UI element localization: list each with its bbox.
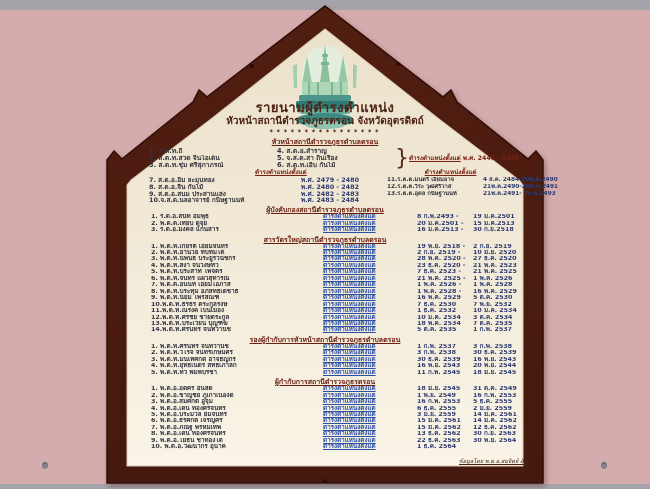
tenure-end-date: 18 มิ.ย. 2545 bbox=[473, 369, 517, 376]
officer-name: 14.พ.ต.ท.ศิรินทร์ จันทวานิช bbox=[151, 327, 231, 334]
tenure-end-date: 1 พ.ค. 2528 bbox=[473, 282, 513, 289]
tenure-end-date: 14 มี.ค. 2562 bbox=[473, 418, 517, 425]
roster-section bbox=[127, 206, 523, 233]
roster-row bbox=[149, 177, 387, 184]
tenure-end-date: 21 พ.ค. 2523 bbox=[473, 262, 517, 269]
roster-section bbox=[127, 236, 523, 334]
officer-name: 3. ร.ต.อ.มงคล แก่นสาร bbox=[151, 227, 219, 234]
tenure-dates: พ.ศ. 2479 - 2480 bbox=[301, 177, 360, 184]
tenure-phrase: ดำรงตำแหน่งตั้งแต่ bbox=[323, 314, 376, 321]
officer-name: 4. พ.ต.อ.เด่น ทองศรีจันทร์ bbox=[151, 405, 226, 412]
officer-name: 2. ส.ต.ท.สวด จีนโอเต็น bbox=[149, 155, 220, 162]
tenure-phrase: ดำรงตำแหน่งตั้งแต่ bbox=[323, 227, 376, 234]
roster-row bbox=[387, 177, 558, 184]
roster-row bbox=[127, 370, 523, 376]
tenure-phrase: ดำรงตำแหน่งตั้งแต่ bbox=[323, 386, 376, 393]
tenure-phrase: ดำรงตำแหน่งตั้งแต่ bbox=[323, 275, 376, 282]
tenure-start-date: 20 ม.ค.2501 - bbox=[417, 220, 464, 227]
tenure-start-date: 21 พ.ค. 2525 - bbox=[417, 275, 466, 282]
officer-name: 3. พ.ต.อ.สมศักดิ์ อู่จุ้ม bbox=[151, 399, 213, 406]
tenure-phrase: ดำรงตำแหน่งตั้งแต่ bbox=[323, 327, 376, 334]
roster-section bbox=[127, 336, 523, 376]
tenure-end-date: 16 พ.ย. 2543 bbox=[473, 356, 517, 363]
plaque-title: รายนามผู้ดำรงตำแหน่ง bbox=[255, 101, 395, 116]
tenure-phrase: ดำรงตำแหน่งตั้งแต่ bbox=[323, 392, 376, 399]
officer-name: 9. พ.ต.ท.นิยม ไพรสัณฑ์ bbox=[151, 295, 220, 302]
tenure-start-date: 7 ธ.ค. 2530 bbox=[417, 301, 457, 308]
tenure-start-date: 10 ม.ค. 2534 bbox=[417, 314, 461, 321]
tenure-start-date: 1 ก.พ. 2537 bbox=[417, 343, 457, 350]
officer-name: 2. พ.ต.อ.ชาญชัย ภูเก้าเนื่องดี bbox=[151, 392, 234, 399]
tenure-end-date: 1 พ.ค. 2526 bbox=[473, 275, 513, 282]
tenure-dates: 21พ.ค.2490-20พ.ค.2491 bbox=[483, 183, 559, 190]
tenure-start-date: 1 พ.ค. 2526 - bbox=[417, 282, 462, 289]
tenure-end-date: 31 ต.ค. 2549 bbox=[473, 386, 517, 393]
officer-name: 6. พ.ต.ท.จันทร์ แผ่วสุทารณ์ bbox=[151, 275, 230, 282]
officer-name: 3. ส.ต.ท.ชุ่ม ศรีสุภาภรณ์ bbox=[149, 162, 224, 169]
frame-screw-left-slope bbox=[250, 64, 254, 68]
frame-screw-bottom bbox=[323, 479, 327, 483]
tenure-phrase: ดำรงตำแหน่งตั้งแต่ bbox=[323, 350, 376, 357]
officer-name: 10. พ.ต.อ.วัฒนากร อุ่นาค bbox=[151, 444, 226, 451]
tenure-end-date: 10 ม.ค. 2534 bbox=[473, 308, 517, 315]
tenure-phrase: ดำรงตำแหน่งตั้งแต่ bbox=[323, 369, 376, 376]
tenure-dates: พ.ศ. 2482 - 2483 bbox=[301, 190, 360, 198]
tenure-end-date: 14 มี.ค. 2561 bbox=[473, 411, 517, 418]
tenure-end-date: 7 ต.ค. 2535 bbox=[473, 320, 513, 327]
section-village-chiefs bbox=[127, 138, 559, 205]
section-heading: สารวัตรใหญ่สถานีตำรวจภูธรตำบลตรอน bbox=[263, 235, 387, 244]
frame-screw-right-slope bbox=[396, 62, 400, 66]
tenure-phrase: ดำรงตำแหน่งตั้งแต่ bbox=[323, 220, 376, 227]
tenure-end-date: 15 ม.ค.2513 bbox=[473, 220, 515, 227]
credit-line: ข้อมูลโดย พ.ต.อ.สมจิตย์ อ้อย bbox=[458, 459, 530, 465]
tenure-start-date: 6 ธ.ค. 2555 bbox=[417, 405, 457, 412]
section-heading: ผู้กำกับการสถานีตำรวจภูธรตรอน bbox=[274, 378, 376, 387]
section-heading: รองผู้กำกับการหัวหน้าสถานีตำรวจภูธรตำบลตรอน bbox=[249, 335, 401, 344]
officer-name: 8. พ.ต.อ.เด่น ทองศรีจันทร์ bbox=[151, 431, 226, 438]
group-tenure bbox=[409, 148, 523, 169]
tenure-dates: พ.ศ. 2480 - 2482 bbox=[301, 183, 360, 191]
tenure-phrase: ดำรงตำแหน่งตั้งแต่ bbox=[323, 405, 376, 412]
officer-name: 9. พ.ต.อ.โยธิน ชาทองโต bbox=[151, 437, 223, 444]
tenure-start-date: 23 ธ.ค. 2520 - bbox=[417, 262, 466, 269]
tenure-phrase: ดำรงตำแหน่งตั้งแต่ bbox=[323, 288, 376, 295]
tenure-phrase: ดำรงตำแหน่งตั้งแต่ bbox=[323, 320, 376, 327]
tenure-end-date: 30 ธ.ค. 2539 bbox=[473, 350, 517, 357]
officer-name: 2. พ.ต.ท.วิโรจ จันทร์เกษมศรี bbox=[151, 350, 233, 357]
tenure-start-date: 15 มี.ค. 2561 bbox=[417, 418, 461, 425]
officer-name: 4. พ.ต.ท.สง่า จั่นวงษ์ทั่ว bbox=[151, 262, 219, 269]
officer-name: 2. พ.ต.ท.อำนวย ทับทิมโต bbox=[151, 250, 225, 256]
tenure-dates: 4 ส.ค. 2484-20พ.ค.2490 bbox=[483, 177, 558, 183]
tenure-phrase: ดำรงตำแหน่งตั้งแต่ bbox=[323, 295, 376, 302]
officer-name: 13.พ.ต.ท.ประเวียน บุญฑีฆ์ bbox=[151, 320, 228, 327]
officer-name: 6. พ.ต.อ.ธีรศักดิ์ เจริญศรี bbox=[151, 418, 223, 425]
officer-name: 4. ส.ต.อ.สำราญ bbox=[277, 148, 327, 155]
officer-name: 1. พ.ต.อ.อดิศร อินสด bbox=[151, 386, 213, 393]
tenure-start-date: 8 ก.พ.2493 - bbox=[417, 214, 459, 221]
roster-sections bbox=[127, 206, 523, 451]
tenure-start-date: 11 ก.พ. 2545 bbox=[417, 369, 461, 376]
tenure-phrase: ดำรงตำแหน่งตั้งแต่ bbox=[323, 343, 376, 350]
tenure-dates: 21พ.ค.2491- 7ก.ค.2493 bbox=[483, 190, 556, 197]
officer-name: 8. พ.ต.ท.ประทุม อภิสิทธิ์เดชาธิ bbox=[151, 288, 239, 295]
tenure-start-date: 1 ธ.ค. 2564 bbox=[417, 444, 457, 451]
section-heading: ผู้บังคับกองสถานีตำรวจภูธรตำบลตรอน bbox=[266, 206, 384, 215]
tenure-start-date: 13 ธ.ค. 2562 bbox=[417, 431, 461, 438]
tenure-range: พ.ศ. 2440 - 2479 bbox=[462, 155, 520, 162]
tenure-start-date: 30 ธ.ค. 2539 bbox=[417, 356, 461, 363]
officer-name: 1. พ.ต.ท.เกียรติ เอี่ยมจันทร์ bbox=[151, 243, 229, 250]
roster-row bbox=[149, 184, 387, 191]
officer-name: 5. จ.ส.ต.สา ถิ่นเรือง bbox=[277, 155, 338, 162]
tenure-start-date: 7 ธ.ค. 2523 - bbox=[417, 269, 461, 276]
officer-name: 3. พ.ต.ท.มนเทศักดิ์ อาจธัญกร bbox=[151, 356, 236, 363]
tenure-phrase: ดำรงตำแหน่งตั้งแต่ bbox=[323, 363, 376, 370]
tenure-start-date: 19 พ.ย. 2518 - bbox=[417, 243, 466, 250]
officer-name: 13.ร.ต.ต.อุดล กนิษฐานนท์ bbox=[387, 190, 457, 197]
early-officers-left-column bbox=[149, 148, 277, 169]
tenure-start-date: 1 ธ.ค. 2532 bbox=[417, 308, 457, 315]
tenure-end-date: 16 พ.ค. 2529 bbox=[473, 288, 517, 295]
officer-name: 8. ส.ต.อ.จีน กันไม้ bbox=[149, 183, 204, 191]
tenure-start-date: 1 พ.ย. 2549 bbox=[417, 392, 456, 399]
tenure-label: ดำรงตำแหน่งตั้งแต่ bbox=[409, 155, 461, 162]
officer-name: 5. พ.ต.ท.ประสาท ไพจิตร bbox=[151, 269, 223, 276]
tenure-start-date: 16 ม.ค.2513 - bbox=[417, 227, 464, 234]
tenure-start-date: 1 พ.ค. 2528 - bbox=[417, 288, 462, 295]
tenure-end-date: 1 ก.พ. 2537 bbox=[473, 327, 513, 334]
tenure-end-date: 30 ก.ย.2518 bbox=[473, 227, 514, 234]
officer-name: 7. พ.ต.ต.อนนท์ เอี่ยมโอภาส bbox=[151, 282, 231, 289]
tenure-start-date: 3 มิ.ย. 2559 bbox=[417, 411, 456, 418]
dated-officers-left-column bbox=[149, 177, 387, 204]
officer-name: 5. พ.ต.อ.ประมวล ยิ้มจันทร์ bbox=[151, 411, 228, 418]
roster-row bbox=[149, 191, 387, 198]
officer-name: 4. พ.ต.ท.ยุทธเนตร สิทธิเภาลิก bbox=[151, 363, 237, 370]
tenure-phrase: ดำรงตำแหน่งตั้งแต่ bbox=[323, 424, 376, 431]
tenure-end-date: 30 ก.ย. 2563 bbox=[473, 431, 516, 438]
officer-name: 6. ส.ต.ท.เอิบ กันไม้ bbox=[277, 162, 336, 169]
tenure-phrase: ดำรงตำแหน่งตั้งแต่ bbox=[323, 269, 376, 276]
tenure-phrase: ดำรงตำแหน่งตั้งแต่ bbox=[323, 418, 376, 425]
officer-name: 12.พ.ต.ท.ศิริชัย ชายตระกูล bbox=[151, 314, 230, 321]
tenure-phrase: ดำรงตำแหน่งตั้งแต่ bbox=[323, 262, 376, 269]
tenure-end-date: 27 ธ.ค. 2520 bbox=[473, 256, 517, 263]
tenure-phrase: ดำรงตำแหน่งตั้งแต่ bbox=[323, 431, 376, 438]
tenure-phrase: ดำรงตำแหน่งตั้งแต่ bbox=[323, 437, 376, 444]
tenure-end-date: 16 ก.พ. 2553 bbox=[473, 392, 517, 399]
officer-name: 5. พ.ต.ท.ทวี พิมพ์ปรีชา bbox=[151, 369, 218, 376]
officer-name: 9. ส.ต.อ.สนม ประสานแสง bbox=[149, 190, 226, 198]
tenure-start-date: 28 พ.ค. 2520 - bbox=[417, 256, 466, 263]
tenure-phrase: ดำรงตำแหน่งตั้งแต่ bbox=[323, 399, 376, 406]
officer-name: 2. พ.ต.ต.เทียบ ดูจุ้ย bbox=[151, 220, 208, 227]
officer-name: 1. ส.ต.ท.ถี bbox=[149, 148, 183, 155]
roster-row bbox=[387, 191, 558, 198]
plaque-subtitle: หัวหน้าสถานีตำรวจภูธรตรอน จังหวัดอุตรดิตถ์ bbox=[226, 116, 424, 127]
tenure-end-date: 30 พ.ย. 2564 bbox=[473, 437, 517, 444]
early-officers-list bbox=[127, 148, 523, 169]
tenure-end-date: 20 พ.ย. 2544 bbox=[473, 363, 517, 370]
dated-officers-right-column bbox=[387, 177, 558, 204]
tenure-phrase: ดำรงตำแหน่งตั้งแต่ bbox=[323, 444, 376, 451]
roster-row bbox=[387, 184, 558, 191]
tenure-end-date: 19 ม.ค.2501 bbox=[473, 214, 515, 221]
tenure-end-date: 2 ก.ย. 2519 bbox=[473, 243, 512, 250]
officer-name: 3. พ.ต.ท.นิพนธ์ ประยูรวนิชกร bbox=[151, 256, 236, 263]
officer-name: 11.ร.ต.ต.มนตรี เอี่ยมอาจ bbox=[387, 177, 455, 183]
tenure-start-date: 22 ธ.ค. 2563 bbox=[417, 437, 461, 444]
tenure-end-date: 3 ก.พ. 2538 bbox=[473, 343, 513, 350]
tenure-end-date: 10 มิ.ย. 2520 bbox=[473, 250, 517, 256]
officer-name: 7. พ.ต.อ.ภณัฐ พรหมเทพ bbox=[151, 424, 222, 431]
tenure-column-headings bbox=[127, 169, 523, 177]
section-heading: หัวหน้าสถานีตำรวจภูธรตำบลตรอน bbox=[271, 138, 379, 146]
tenure-column-heading-left: ดำรงตำแหน่งตั้งแต่ bbox=[255, 169, 307, 176]
officer-name: 11.พ.ต.ท.ณรงค์ เป็นเมือง bbox=[151, 308, 225, 315]
tenure-phrase: ดำรงตำแหน่งตั้งแต่ bbox=[323, 301, 376, 308]
tenure-end-date: 7 พ.ย. 2532 bbox=[473, 301, 512, 308]
tenure-phrase: ดำรงตำแหน่งตั้งแต่ bbox=[323, 308, 376, 315]
tenure-end-date: 3 ต.ค. 2534 bbox=[473, 314, 513, 321]
tenure-start-date: 16 พ.ย. 2543 bbox=[417, 363, 461, 370]
tenure-end-date: 5 ธ.ค. 2555 bbox=[473, 399, 513, 406]
officer-name: 12.ร.ต.ต.วิระ วุฒิศรีวาส bbox=[387, 183, 452, 190]
tenure-dates: พ.ศ. 2483 - 2484 bbox=[301, 197, 360, 205]
tenure-phrase: ดำรงตำแหน่งตั้งแต่ bbox=[323, 214, 376, 221]
roster-section bbox=[127, 378, 523, 451]
tenure-column-heading-right: ดำรงตำแหน่งตั้งแต่ bbox=[424, 169, 477, 176]
early-officers-right-column bbox=[277, 148, 395, 169]
tenure-end-date: 5 ต.ค. 2530 bbox=[473, 295, 513, 302]
tenure-phrase: ดำรงตำแหน่งตั้งแต่ bbox=[323, 282, 376, 289]
tenure-phrase: ดำรงตำแหน่งตั้งแต่ bbox=[323, 250, 376, 256]
officer-name: 1. ร.ต.อ.สนิท อัมพุธ bbox=[151, 214, 209, 221]
tenure-start-date: 18 พ.ค. 2534 bbox=[417, 320, 461, 327]
tenure-start-date: 16 ก.พ. 2553 bbox=[417, 399, 461, 406]
tenure-start-date: 16 พ.ค. 2529 bbox=[417, 295, 461, 302]
tenure-phrase: ดำรงตำแหน่งตั้งแต่ bbox=[323, 256, 376, 263]
star-divider: ✶✶✶✶✶✶✶✶✶✶✶✶✶✶✶✶ bbox=[268, 128, 382, 135]
tenure-start-date: 15 มี.ค. 2562 bbox=[417, 424, 461, 431]
roster-row bbox=[127, 327, 523, 333]
officer-name: 10.พ.ต.ท.ธีรธร ตระกูลรังษี bbox=[151, 301, 228, 308]
tenure-end-date: 2 มิ.ย. 2559 bbox=[473, 405, 512, 412]
roster-row bbox=[127, 444, 523, 450]
tenure-phrase: ดำรงตำแหน่งตั้งแต่ bbox=[323, 243, 376, 250]
roster-row bbox=[127, 227, 523, 233]
dated-officers-lists bbox=[127, 177, 559, 205]
tenure-end-date: 12 ธ.ค. 2562 bbox=[473, 424, 517, 431]
officer-name: 1. พ.ต.ท.ศิรินทร์ จันทวานิช bbox=[151, 343, 229, 350]
tenure-start-date: 18 มิ.ย. 2545 bbox=[417, 386, 461, 393]
officer-name: 10.จ.ส.ต.นลอาจารย์ กนิษฐานนท์ bbox=[149, 197, 245, 205]
tenure-end-date: 21 พ.ค. 2525 bbox=[473, 269, 517, 276]
tenure-start-date: 5 ต.ค. 2535 bbox=[417, 327, 457, 334]
roster-row bbox=[149, 197, 387, 204]
tenure-phrase: ดำรงตำแหน่งตั้งแต่ bbox=[323, 411, 376, 418]
grouping-brace: } bbox=[395, 146, 409, 171]
tenure-start-date: 2 ก.ย. 2519 - bbox=[417, 250, 461, 256]
tenure-phrase: ดำรงตำแหน่งตั้งแต่ bbox=[323, 356, 376, 363]
tenure-end-date bbox=[473, 444, 523, 450]
officer-name: 7. ส.ต.อ.อิ่ม ละมุนทอง bbox=[149, 177, 215, 184]
tenure-start-date: 3 ก.พ. 2538 bbox=[417, 350, 457, 357]
